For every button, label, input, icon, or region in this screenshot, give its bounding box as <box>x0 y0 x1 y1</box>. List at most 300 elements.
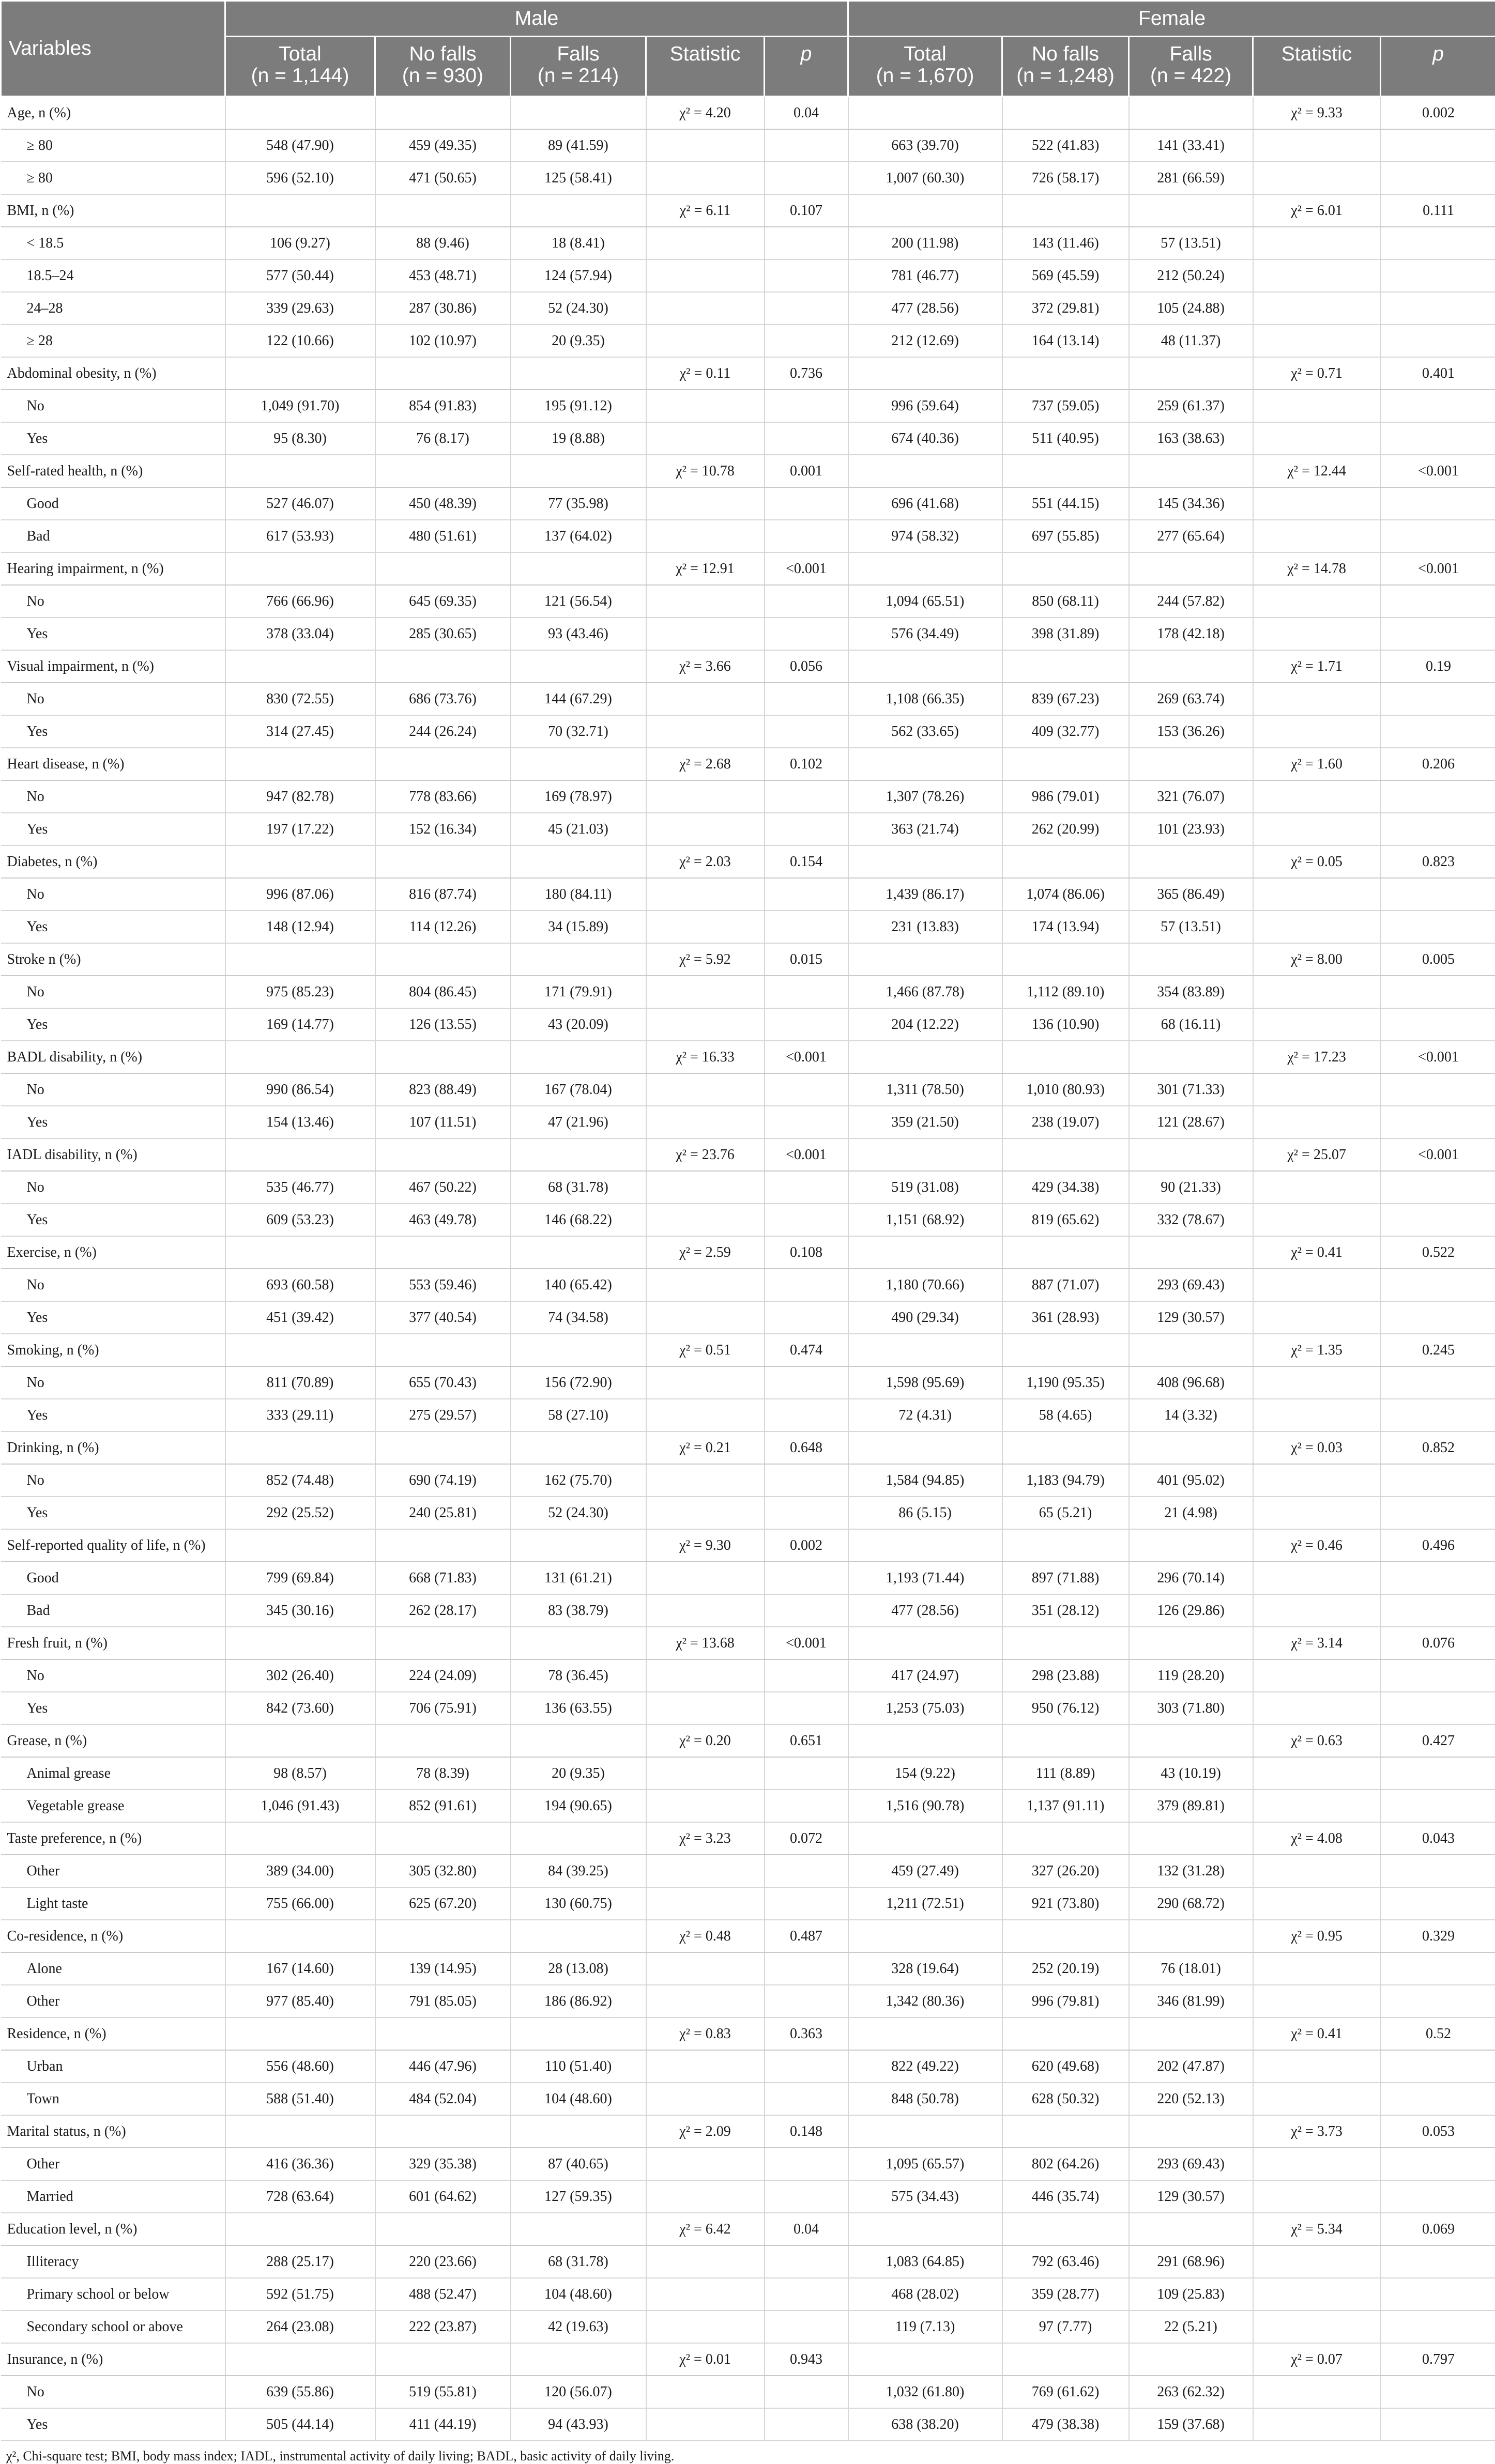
male-total-cell: 852 (74.48) <box>225 1464 375 1497</box>
empty-cell <box>1253 259 1381 292</box>
female-total-cell: 154 (9.22) <box>848 1757 1002 1790</box>
empty-cell <box>225 1334 375 1366</box>
female-statistic: χ² = 25.07 <box>1253 1138 1381 1171</box>
female-p-value: <0.001 <box>1381 552 1495 585</box>
empty-cell <box>1129 2213 1253 2245</box>
table-row <box>1 259 1495 292</box>
category-label: Bad <box>1 520 225 552</box>
male-falls-cell: 186 (86.92) <box>511 1985 646 2018</box>
category-label: Secondary school or above <box>1 2311 225 2343</box>
female-falls-cell: 90 (21.33) <box>1129 1171 1253 1204</box>
female-falls-cell: 332 (78.67) <box>1129 1204 1253 1236</box>
variable-label: BADL disability, n (%) <box>1 1041 225 1073</box>
table-row <box>1 1594 1495 1627</box>
empty-cell <box>1129 1138 1253 1171</box>
female-p-value: 0.797 <box>1381 2343 1495 2376</box>
empty-cell <box>1381 1562 1495 1594</box>
empty-cell <box>848 1724 1002 1757</box>
empty-cell <box>225 1431 375 1464</box>
female-statistic: χ² = 0.63 <box>1253 1724 1381 1757</box>
empty-cell <box>1253 1692 1381 1724</box>
variable-label: Self-reported quality of life, n (%) <box>1 1529 225 1562</box>
male-nofalls-cell: 655 (70.43) <box>375 1366 511 1399</box>
empty-cell <box>1381 1301 1495 1334</box>
empty-cell <box>511 1920 646 1952</box>
male-falls-cell: 68 (31.78) <box>511 2245 646 2278</box>
empty-cell <box>511 1334 646 1366</box>
female-nofalls-cell: 522 (41.83) <box>1002 129 1129 162</box>
female-nofalls-cell: 620 (49.68) <box>1002 2050 1129 2083</box>
male-total-cell: 389 (34.00) <box>225 1855 375 1887</box>
table-row <box>1 325 1495 357</box>
variable-label: Self-rated health, n (%) <box>1 455 225 487</box>
empty-cell <box>1002 552 1129 585</box>
empty-cell <box>1381 1497 1495 1529</box>
empty-cell <box>765 2180 848 2213</box>
male-statistic: χ² = 23.76 <box>646 1138 765 1171</box>
female-nofalls-cell: 164 (13.14) <box>1002 325 1129 357</box>
empty-cell <box>511 97 646 130</box>
male-p-value: 0.651 <box>765 1724 848 1757</box>
female-nofalls-cell: 372 (29.81) <box>1002 292 1129 325</box>
male-total-cell: 996 (87.06) <box>225 878 375 911</box>
empty-cell <box>375 1138 511 1171</box>
variables-header: Variables <box>1 1 225 97</box>
female-total-cell: 459 (27.49) <box>848 1855 1002 1887</box>
empty-cell <box>1002 943 1129 976</box>
female-total-cell: 477 (28.56) <box>848 292 1002 325</box>
male-total-cell: 264 (23.08) <box>225 2311 375 2343</box>
empty-cell <box>1002 1138 1129 1171</box>
male-nofalls-cell: 645 (69.35) <box>375 585 511 618</box>
empty-cell <box>1253 1171 1381 1204</box>
empty-cell <box>1253 2180 1381 2213</box>
male-statistic: χ² = 9.30 <box>646 1529 765 1562</box>
empty-cell <box>1381 2180 1495 2213</box>
table-row <box>1 1659 1495 1692</box>
male-nofalls-cell: 471 (50.65) <box>375 162 511 194</box>
empty-cell <box>848 1236 1002 1269</box>
table-row <box>1 878 1495 911</box>
empty-cell <box>765 2311 848 2343</box>
male-p-value: 0.056 <box>765 650 848 683</box>
empty-cell <box>1129 1529 1253 1562</box>
empty-cell <box>646 325 765 357</box>
female-nofalls-cell: 262 (20.99) <box>1002 813 1129 845</box>
empty-cell <box>1381 1790 1495 1822</box>
male-total-cell: 416 (36.36) <box>225 2148 375 2180</box>
empty-cell <box>1253 2050 1381 2083</box>
male-nofalls-cell: 329 (35.38) <box>375 2148 511 2180</box>
male-falls-cell: 156 (72.90) <box>511 1366 646 1399</box>
empty-cell <box>1002 1431 1129 1464</box>
male-nofalls-cell: 446 (47.96) <box>375 2050 511 2083</box>
empty-cell <box>1381 259 1495 292</box>
variable-row <box>1 357 1495 390</box>
empty-cell <box>511 1724 646 1757</box>
male-total-cell: 947 (82.78) <box>225 780 375 813</box>
male-falls-cell: 20 (9.35) <box>511 325 646 357</box>
table-row <box>1 813 1495 845</box>
female-falls-cell: 105 (24.88) <box>1129 292 1253 325</box>
variable-label: Hearing impairment, n (%) <box>1 552 225 585</box>
table-row <box>1 2180 1495 2213</box>
empty-cell <box>225 1920 375 1952</box>
category-label: No <box>1 1659 225 1692</box>
female-p-value: 0.043 <box>1381 1822 1495 1855</box>
male-p-value: 0.04 <box>765 97 848 130</box>
female-nofalls-cell: 887 (71.07) <box>1002 1269 1129 1301</box>
empty-cell <box>1002 845 1129 878</box>
female-nofalls-cell: 65 (5.21) <box>1002 1497 1129 1529</box>
empty-cell <box>1253 1887 1381 1920</box>
male-p-value: 0.002 <box>765 1529 848 1562</box>
empty-cell <box>1253 1790 1381 1822</box>
empty-cell <box>1381 390 1495 422</box>
female-statistic-header: Statistic <box>1253 37 1381 97</box>
female-nofalls-cell: 802 (64.26) <box>1002 2148 1129 2180</box>
empty-cell <box>1381 683 1495 715</box>
empty-cell <box>1381 1464 1495 1497</box>
female-statistic: χ² = 17.23 <box>1253 1041 1381 1073</box>
variable-label: Grease, n (%) <box>1 1724 225 1757</box>
male-total-cell: 617 (53.93) <box>225 520 375 552</box>
variable-row <box>1 1724 1495 1757</box>
male-nofalls-cell: 220 (23.66) <box>375 2245 511 2278</box>
table-row <box>1 129 1495 162</box>
empty-cell <box>765 1562 848 1594</box>
female-nofalls-cell: 1,137 (91.11) <box>1002 1790 1129 1822</box>
empty-cell <box>225 1236 375 1269</box>
empty-cell <box>1129 1236 1253 1269</box>
male-nofalls-cell: 102 (10.97) <box>375 325 511 357</box>
male-statistic: χ² = 0.20 <box>646 1724 765 1757</box>
female-total-cell: 1,007 (60.30) <box>848 162 1002 194</box>
empty-cell <box>1253 1106 1381 1138</box>
female-total-cell: 974 (58.32) <box>848 520 1002 552</box>
empty-cell <box>1253 129 1381 162</box>
male-falls-cell: 68 (31.78) <box>511 1171 646 1204</box>
empty-cell <box>765 390 848 422</box>
empty-cell <box>765 780 848 813</box>
category-label: No <box>1 2376 225 2408</box>
empty-cell <box>646 2408 765 2441</box>
female-total-cell: 1,095 (65.57) <box>848 2148 1002 2180</box>
male-total-cell: 609 (53.23) <box>225 1204 375 1236</box>
empty-cell <box>848 2115 1002 2148</box>
male-total-cell: 197 (17.22) <box>225 813 375 845</box>
empty-cell <box>1002 650 1129 683</box>
male-total-cell: 302 (26.40) <box>225 1659 375 1692</box>
male-nofalls-cell: 275 (29.57) <box>375 1399 511 1431</box>
category-label: Yes <box>1 813 225 845</box>
empty-cell <box>375 552 511 585</box>
empty-cell <box>646 2050 765 2083</box>
empty-cell <box>646 976 765 1008</box>
female-nofalls-cell: 697 (55.85) <box>1002 520 1129 552</box>
male-total-cell: 1,046 (91.43) <box>225 1790 375 1822</box>
female-total-cell: 363 (21.74) <box>848 813 1002 845</box>
female-falls-cell: 291 (68.96) <box>1129 2245 1253 2278</box>
empty-cell <box>375 650 511 683</box>
male-statistic: χ² = 2.03 <box>646 845 765 878</box>
empty-cell <box>765 1887 848 1920</box>
male-nofalls-cell: 450 (48.39) <box>375 487 511 520</box>
empty-cell <box>1381 1106 1495 1138</box>
empty-cell <box>765 1855 848 1887</box>
male-total-cell: 1,049 (91.70) <box>225 390 375 422</box>
table-row <box>1 683 1495 715</box>
category-label: Yes <box>1 422 225 455</box>
female-statistic: χ² = 0.95 <box>1253 1920 1381 1952</box>
male-nofalls-cell: 690 (74.19) <box>375 1464 511 1497</box>
empty-cell <box>646 129 765 162</box>
empty-cell <box>646 2278 765 2311</box>
category-label: ≥ 80 <box>1 162 225 194</box>
female-nofalls-cell: 111 (8.89) <box>1002 1757 1129 1790</box>
female-nofalls-cell: 1,074 (86.06) <box>1002 878 1129 911</box>
empty-cell <box>646 1171 765 1204</box>
female-falls-cell: 129 (30.57) <box>1129 1301 1253 1334</box>
empty-cell <box>765 1757 848 1790</box>
female-total-cell: 1,307 (78.26) <box>848 780 1002 813</box>
male-p-value: 0.108 <box>765 1236 848 1269</box>
male-nofalls-cell: 222 (23.87) <box>375 2311 511 2343</box>
empty-cell <box>511 357 646 390</box>
male-total-cell: 535 (46.77) <box>225 1171 375 1204</box>
female-total-cell: 1,342 (80.36) <box>848 1985 1002 2018</box>
empty-cell <box>1129 845 1253 878</box>
empty-cell <box>375 1822 511 1855</box>
table-row <box>1 1464 1495 1497</box>
male-p-value: 0.107 <box>765 194 848 227</box>
variable-label: Taste preference, n (%) <box>1 1822 225 1855</box>
male-falls-cell: 94 (43.93) <box>511 2408 646 2441</box>
empty-cell <box>646 2180 765 2213</box>
male-p-value: 0.943 <box>765 2343 848 2376</box>
variable-row <box>1 552 1495 585</box>
category-label: ≥ 28 <box>1 325 225 357</box>
female-falls-cell: 365 (86.49) <box>1129 878 1253 911</box>
male-statistic: χ² = 5.92 <box>646 943 765 976</box>
empty-cell <box>1002 748 1129 780</box>
empty-cell <box>225 2343 375 2376</box>
empty-cell <box>511 1822 646 1855</box>
empty-cell <box>375 1627 511 1659</box>
male-nofalls-cell: 287 (30.86) <box>375 292 511 325</box>
variable-label: IADL disability, n (%) <box>1 1138 225 1171</box>
female-falls-cell: 269 (63.74) <box>1129 683 1253 715</box>
female-total-cell: 781 (46.77) <box>848 259 1002 292</box>
female-falls-cell: 76 (18.01) <box>1129 1952 1253 1985</box>
table-row <box>1 1073 1495 1106</box>
empty-cell <box>1253 976 1381 1008</box>
empty-cell <box>1381 878 1495 911</box>
empty-cell <box>646 911 765 943</box>
empty-cell <box>1381 1985 1495 2018</box>
empty-cell <box>1253 2148 1381 2180</box>
empty-cell <box>225 1822 375 1855</box>
male-falls-cell: 45 (21.03) <box>511 813 646 845</box>
male-nofalls-cell: 76 (8.17) <box>375 422 511 455</box>
variable-row <box>1 650 1495 683</box>
empty-cell <box>225 357 375 390</box>
category-label: Other <box>1 2148 225 2180</box>
variable-row <box>1 1138 1495 1171</box>
male-p-value: 0.363 <box>765 2018 848 2050</box>
variable-label: Fresh fruit, n (%) <box>1 1627 225 1659</box>
table-row <box>1 976 1495 1008</box>
male-total-cell: 378 (33.04) <box>225 618 375 650</box>
female-total-cell: 1,193 (71.44) <box>848 1562 1002 1594</box>
empty-cell <box>225 943 375 976</box>
female-falls-cell: 121 (28.67) <box>1129 1106 1253 1138</box>
empty-cell <box>511 845 646 878</box>
female-nofalls-cell: 1,183 (94.79) <box>1002 1464 1129 1497</box>
empty-cell <box>1002 1529 1129 1562</box>
female-statistic: χ² = 0.71 <box>1253 357 1381 390</box>
female-total-cell: 1,083 (64.85) <box>848 2245 1002 2278</box>
female-nofalls-cell: 996 (79.81) <box>1002 1985 1129 2018</box>
empty-cell <box>1002 2018 1129 2050</box>
male-nofalls-cell: 463 (49.78) <box>375 1204 511 1236</box>
variable-label: Diabetes, n (%) <box>1 845 225 878</box>
empty-cell <box>1381 1855 1495 1887</box>
category-label: No <box>1 683 225 715</box>
female-statistic: χ² = 1.35 <box>1253 1334 1381 1366</box>
category-label: Yes <box>1 618 225 650</box>
female-nofalls-cell: 1,190 (95.35) <box>1002 1366 1129 1399</box>
empty-cell <box>1381 1887 1495 1920</box>
male-falls-cell: 74 (34.58) <box>511 1301 646 1334</box>
table-row <box>1 1790 1495 1822</box>
category-label: 18.5–24 <box>1 259 225 292</box>
female-total-cell: 1,094 (65.51) <box>848 585 1002 618</box>
empty-cell <box>1253 878 1381 911</box>
female-nofalls-cell: 511 (40.95) <box>1002 422 1129 455</box>
empty-cell <box>1002 1627 1129 1659</box>
empty-cell <box>765 1399 848 1431</box>
empty-cell <box>375 1236 511 1269</box>
male-total-cell: 333 (29.11) <box>225 1399 375 1431</box>
empty-cell <box>225 2115 375 2148</box>
male-statistic: χ² = 2.09 <box>646 2115 765 2148</box>
male-falls-cell: 124 (57.94) <box>511 259 646 292</box>
category-label: No <box>1 1073 225 1106</box>
male-total-cell: 588 (51.40) <box>225 2083 375 2115</box>
female-nofalls-cell: 252 (20.19) <box>1002 1952 1129 1985</box>
table-row <box>1 1497 1495 1529</box>
male-total-cell: 106 (9.27) <box>225 227 375 259</box>
empty-cell <box>765 325 848 357</box>
female-total-cell: 1,598 (95.69) <box>848 1366 1002 1399</box>
empty-cell <box>375 455 511 487</box>
empty-cell <box>1381 976 1495 1008</box>
female-p-value: <0.001 <box>1381 1041 1495 1073</box>
male-total-cell: 148 (12.94) <box>225 911 375 943</box>
variable-label: Visual impairment, n (%) <box>1 650 225 683</box>
empty-cell <box>765 1497 848 1529</box>
male-total-cell: 98 (8.57) <box>225 1757 375 1790</box>
empty-cell <box>1253 520 1381 552</box>
empty-cell <box>1129 2343 1253 2376</box>
empty-cell <box>1253 2083 1381 2115</box>
empty-cell <box>225 748 375 780</box>
empty-cell <box>848 97 1002 130</box>
male-total-cell: 592 (51.75) <box>225 2278 375 2311</box>
female-falls-cell: 321 (76.07) <box>1129 780 1253 813</box>
female-falls-cell: 57 (13.51) <box>1129 227 1253 259</box>
empty-cell <box>1253 2245 1381 2278</box>
male-falls-cell: 78 (36.45) <box>511 1659 646 1692</box>
variable-label: Education level, n (%) <box>1 2213 225 2245</box>
table-row <box>1 1692 1495 1724</box>
empty-cell <box>511 455 646 487</box>
empty-cell <box>765 259 848 292</box>
male-falls-cell: 120 (56.07) <box>511 2376 646 2408</box>
female-p-value: 0.427 <box>1381 1724 1495 1757</box>
female-statistic: χ² = 5.34 <box>1253 2213 1381 2245</box>
category-label: Yes <box>1 1106 225 1138</box>
female-falls-cell: 346 (81.99) <box>1129 1985 1253 2018</box>
female-total-cell: 674 (40.36) <box>848 422 1002 455</box>
empty-cell <box>765 422 848 455</box>
male-falls-cell: 19 (8.88) <box>511 422 646 455</box>
empty-cell <box>511 650 646 683</box>
empty-cell <box>1253 1073 1381 1106</box>
variable-label: Co-residence, n (%) <box>1 1920 225 1952</box>
empty-cell <box>1002 1724 1129 1757</box>
empty-cell <box>646 1985 765 2018</box>
empty-cell <box>765 2408 848 2441</box>
variable-row <box>1 1627 1495 1659</box>
empty-cell <box>848 2018 1002 2050</box>
male-falls-cell: 136 (63.55) <box>511 1692 646 1724</box>
empty-cell <box>765 2050 848 2083</box>
female-falls-cell: 153 (36.26) <box>1129 715 1253 748</box>
variable-row <box>1 943 1495 976</box>
male-statistic-header: Statistic <box>646 37 765 97</box>
empty-cell <box>225 845 375 878</box>
male-total-cell: 314 (27.45) <box>225 715 375 748</box>
male-total-cell: 977 (85.40) <box>225 1985 375 2018</box>
female-statistic: χ² = 3.14 <box>1253 1627 1381 1659</box>
variable-row <box>1 2115 1495 2148</box>
female-statistic: χ² = 14.78 <box>1253 552 1381 585</box>
empty-cell <box>646 1073 765 1106</box>
female-nofalls-cell: 429 (34.38) <box>1002 1171 1129 1204</box>
male-total-cell: 728 (63.64) <box>225 2180 375 2213</box>
male-falls-cell: 195 (91.12) <box>511 390 646 422</box>
male-statistic: χ² = 0.11 <box>646 357 765 390</box>
table-row <box>1 227 1495 259</box>
female-total-cell: 417 (24.97) <box>848 1659 1002 1692</box>
category-label: Yes <box>1 1692 225 1724</box>
empty-cell <box>1381 487 1495 520</box>
male-p-value: 0.001 <box>765 455 848 487</box>
empty-cell <box>1381 2245 1495 2278</box>
male-total-cell: 556 (48.60) <box>225 2050 375 2083</box>
empty-cell <box>1381 292 1495 325</box>
empty-cell <box>1253 162 1381 194</box>
female-p-value: 0.002 <box>1381 97 1495 130</box>
male-falls-cell: 104 (48.60) <box>511 2278 646 2311</box>
female-total-cell: 72 (4.31) <box>848 1399 1002 1431</box>
empty-cell <box>848 748 1002 780</box>
female-p-value: 0.111 <box>1381 194 1495 227</box>
male-p-value: <0.001 <box>765 1138 848 1171</box>
male-nofalls-cell: 553 (59.46) <box>375 1269 511 1301</box>
